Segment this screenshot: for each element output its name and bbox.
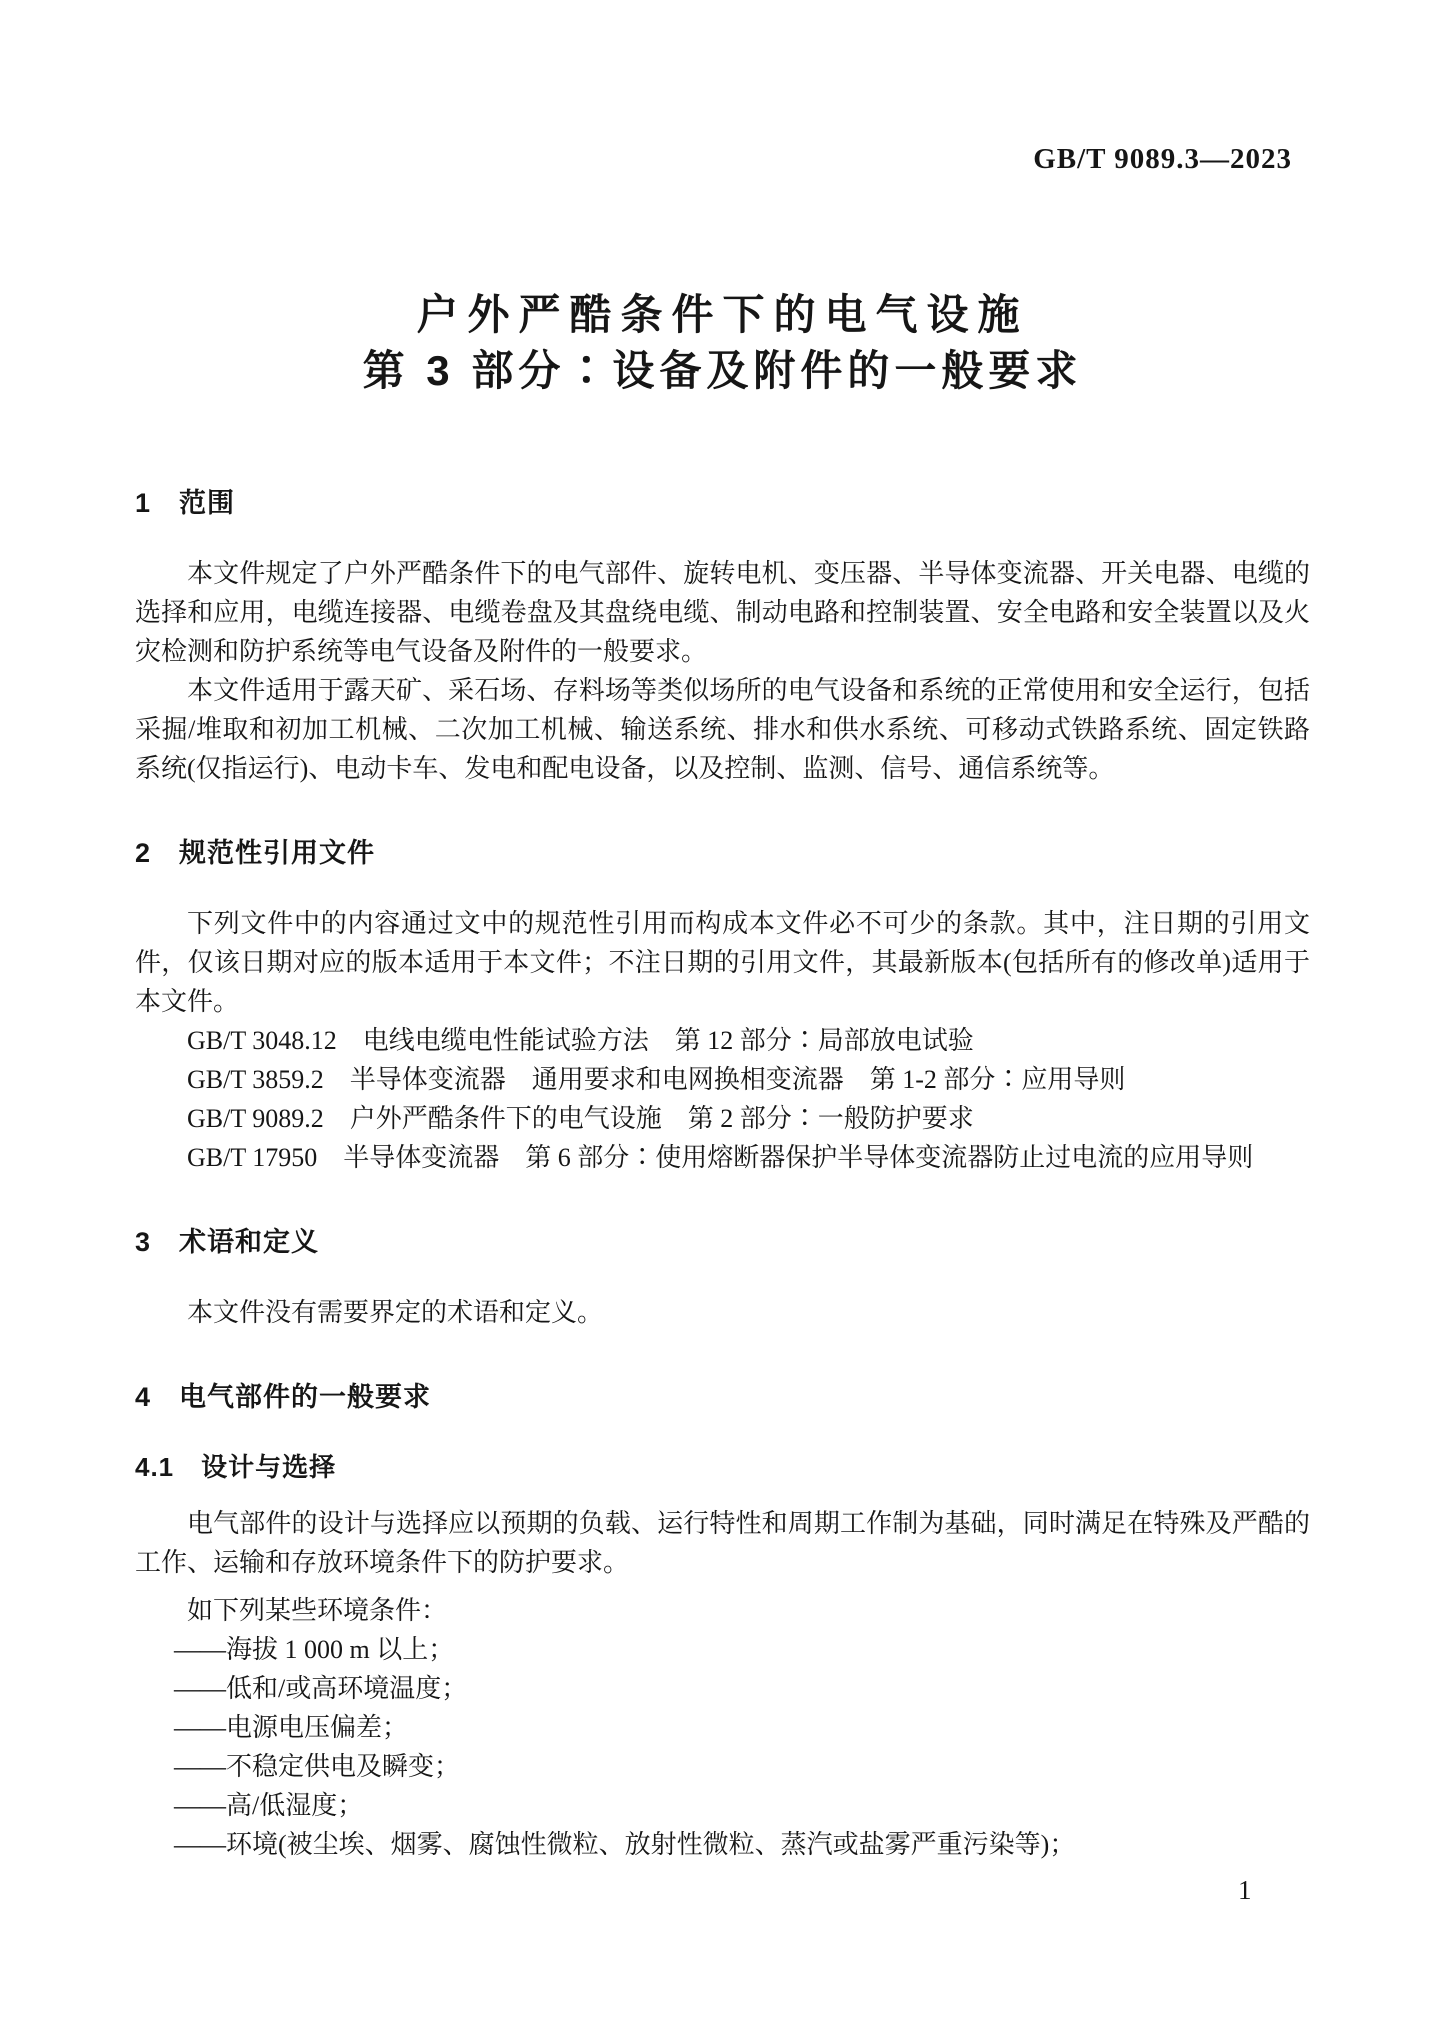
- environment-condition-item: ——低和/或高环境温度；: [174, 1674, 468, 1703]
- terms-paragraph: 本文件没有需要界定的术语和定义。: [187, 1298, 604, 1327]
- section-1-scope-heading: 1 范围: [135, 488, 236, 518]
- environment-conditions-lead: 如下列某些环境条件：: [187, 1596, 448, 1625]
- environment-condition-item: ——电源电压偏差；: [174, 1713, 409, 1742]
- document-title-line1: 户外严酷条件下的电气设施: [416, 291, 1029, 338]
- reference-item: GB/T 17950 半导体变流器 第 6 部分∶使用熔断器保护半导体变流器防止过电流的应用导则: [187, 1143, 1254, 1172]
- environment-condition-item: ——环境(被尘埃、烟雾、腐蚀性微粒、放射性微粒、蒸汽或盐雾严重污染等)；: [174, 1830, 1076, 1859]
- reference-item: GB/T 9089.2 户外严酷条件下的电气设施 第 2 部分∶一般防护要求: [187, 1104, 974, 1133]
- normative-references-paragraph: 下列文件中的内容通过文中的规范性引用而构成本文件必不可少的条款。其中，注日期的引用文件，仅该日期对应的版本适用于本文件；不注日期的引用文件，其最新版本(包括所有的修改单)适用于本文件。: [135, 909, 1310, 1016]
- section-2-normative-references-heading: 2 规范性引用文件: [135, 838, 376, 868]
- scope-paragraph-2: 本文件适用于露天矿、采石场、存料场等类似场所的电气设备和系统的正常使用和安全运行，包括采掘/堆取和初加工机械、二次加工机械、输送系统、排水和供水系统、可移动式铁路系统、固定铁路系统(仅指运行)、电动卡车、发电和配电设备，以及控制、监测、信号、通信系统等。: [135, 676, 1310, 783]
- document-title: [135, 287, 1310, 399]
- environment-condition-item: ——高/低湿度；: [174, 1791, 364, 1820]
- page-number: 1: [1238, 1875, 1252, 1905]
- scope-paragraph-1: 本文件规定了户外严酷条件下的电气部件、旋转电机、变压器、半导体变流器、开关电器、电缆的选择和应用，电缆连接器、电缆卷盘及其盘绕电缆、制动电路和控制装置、安全电路和安全装置以及火灾检测和防护系统等电气设备及附件的一般要求。: [135, 559, 1310, 666]
- environment-condition-item: ——不稳定供电及瞬变；: [174, 1752, 461, 1781]
- section-3-terms-heading: 3 术语和定义: [135, 1227, 320, 1257]
- section-4-1-design-selection-heading: 4.1 设计与选择: [135, 1452, 337, 1482]
- standard-number: GB/T 9089.3—2023: [1033, 143, 1292, 175]
- reference-item: GB/T 3048.12 电线电缆电性能试验方法 第 12 部分∶局部放电试验: [187, 1026, 974, 1055]
- design-selection-paragraph: 电气部件的设计与选择应以预期的负载、运行特性和周期工作制为基础，同时满足在特殊及严酷的工作、运输和存放环境条件下的防护要求。: [135, 1509, 1310, 1577]
- section-4-general-requirements-heading: 4 电气部件的一般要求: [135, 1382, 432, 1412]
- environment-condition-item: ——海拔 1 000 m 以上；: [174, 1635, 455, 1664]
- reference-item: GB/T 3859.2 半导体变流器 通用要求和电网换相变流器 第 1-2 部分∶应用导则: [187, 1065, 1126, 1094]
- document-title-line2: 第 3 部分∶设备及附件的一般要求: [362, 347, 1083, 394]
